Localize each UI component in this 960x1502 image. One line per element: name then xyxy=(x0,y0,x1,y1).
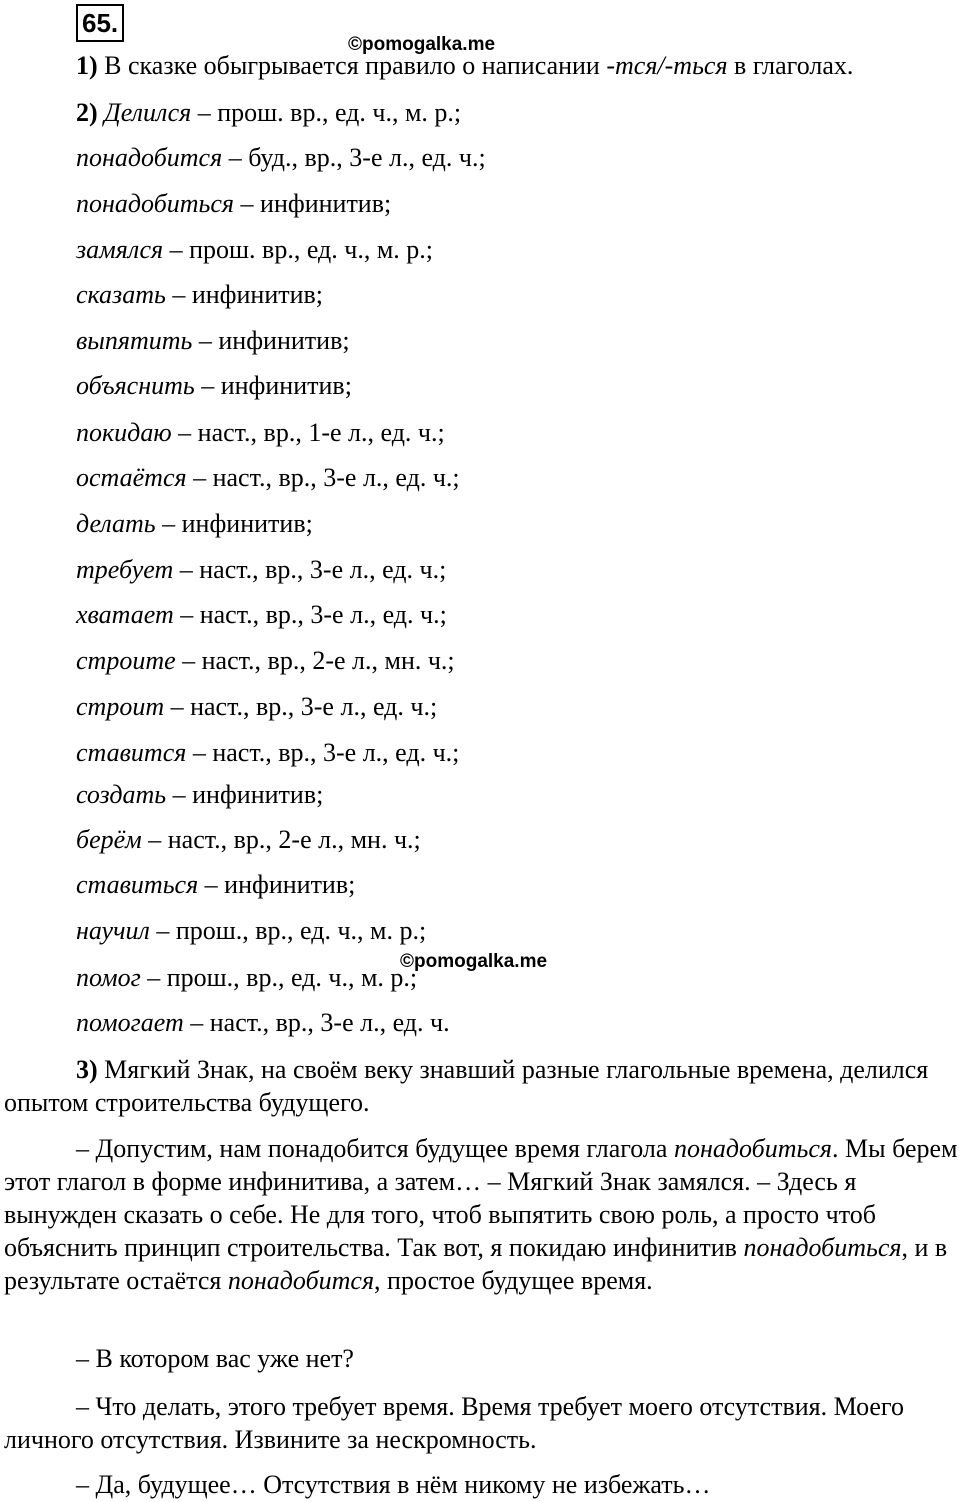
verb-desc: – инфинитив; xyxy=(166,780,324,809)
verb-desc: – инфинитив; xyxy=(192,326,350,355)
verb-desc: – наст., вр., 3-е л., ед. ч. xyxy=(183,1008,450,1037)
verb-word: берём xyxy=(76,825,142,854)
verb-line xyxy=(76,142,486,174)
verb-line xyxy=(76,962,417,994)
verb-word: ставится xyxy=(76,738,187,767)
point-3-text: Мягкий Знак, на своём веку знавший разные глагольные времена, делился опытом строительства будущего. xyxy=(4,1055,929,1117)
point-3-paragraph xyxy=(4,1053,958,1119)
verb-desc: – наст., вр., 3-е л., ед. ч.; xyxy=(186,738,460,767)
verb-line xyxy=(76,97,461,129)
verb-word: хватает xyxy=(76,600,174,629)
verb-desc: – прош., вр., ед. ч., м. р.; xyxy=(149,916,427,945)
watermark-top: ©pomogalka.me xyxy=(348,34,496,55)
verb-desc: – наст., вр., 2-е л., мн. ч.; xyxy=(141,825,421,854)
verb-line xyxy=(76,554,446,586)
point-1-line xyxy=(76,50,853,82)
verb-line xyxy=(76,462,460,494)
point-3-number: 3) xyxy=(76,1055,98,1084)
verb-desc: – наст., вр., 3-е л., ед. ч.; xyxy=(164,692,438,721)
verb-desc: – инфинитив; xyxy=(234,189,392,218)
verb-line xyxy=(76,824,421,856)
verb-line xyxy=(76,779,323,811)
verb-desc: – прош. вр., ед. ч., м. р.; xyxy=(163,235,433,264)
verb-word: ставиться xyxy=(76,870,199,899)
exercise-number: 65. xyxy=(76,4,124,42)
verb-word: покидаю xyxy=(76,418,172,447)
dialogue-paragraph-1 xyxy=(4,1132,958,1297)
watermark-middle: ©pomogalka.me xyxy=(400,951,548,972)
verb-desc: – наст., вр., 3-е л., ед. ч.; xyxy=(186,463,460,492)
verb-word: остаётся xyxy=(76,463,187,492)
dialogue-1-part-c: , и в результате остаётся xyxy=(4,1233,948,1295)
verb-word: делать xyxy=(76,509,156,538)
verb-word: Делился xyxy=(104,98,192,127)
verb-line xyxy=(76,915,426,947)
verb-word: сказать xyxy=(76,280,166,309)
verb-word: требует xyxy=(76,555,174,584)
dialogue-1-italic-b: понадобиться xyxy=(743,1233,902,1262)
point-1-text-before: В сказке обыгрывается правило о написании xyxy=(97,51,607,80)
verb-desc: – наст., вр., 3-е л., ед. ч.; xyxy=(173,555,447,584)
dialogue-1-part-b: . Мы берем этот глагол в форме инфинитива, а затем… – Мягкий Знак замялся. – Здесь я вынужден сказать о себе. Не для того, чтоб выпятить свою роль, а просто чтоб объяснить принцип строительства. Так вот, я покидаю инфинитив xyxy=(4,1134,958,1262)
verb-desc: – наст., вр., 2-е л., мн. ч.; xyxy=(175,646,455,675)
verb-line xyxy=(76,417,445,449)
verb-desc: – прош., вр., ед. ч., м. р.; xyxy=(140,963,418,992)
dialogue-paragraph-2: – В котором вас уже нет? xyxy=(76,1344,354,1373)
verb-desc: – инфинитив; xyxy=(198,870,356,899)
verb-word: строите xyxy=(76,646,176,675)
verb-word: объяснить xyxy=(76,371,195,400)
point-2-number: 2) xyxy=(76,98,98,127)
verb-desc: – инфинитив; xyxy=(165,280,324,309)
verb-desc: – наст., вр., 1-е л., ед. ч.; xyxy=(171,418,445,447)
verb-line xyxy=(76,508,313,540)
verb-line xyxy=(76,691,437,723)
point-1-number: 1) xyxy=(76,51,98,80)
verb-desc: – буд., вр., 3-е л., ед. ч.; xyxy=(222,143,486,172)
verb-desc: – наст., вр., 3-е л., ед. ч.; xyxy=(173,600,447,629)
verb-word: строит xyxy=(76,692,165,721)
point-1-rule: -тся/-ться xyxy=(606,51,728,80)
verb-line xyxy=(76,1007,450,1039)
dialogue-1-part-a: – Допустим, нам понадобится будущее время глагола xyxy=(76,1134,674,1163)
verb-line xyxy=(76,737,459,769)
dialogue-paragraph-3: – Что делать, этого требует время. Время требует моего отсутствия. Моего личного отсутствия. Извините за нескромность. xyxy=(4,1392,904,1454)
verb-line xyxy=(76,599,447,631)
verb-desc: – инфинитив; xyxy=(194,371,352,400)
verb-desc: – прош. вр., ед. ч., м. р.; xyxy=(191,98,462,127)
verb-word: помог xyxy=(76,963,141,992)
verb-line xyxy=(76,234,433,266)
verb-line xyxy=(76,325,350,357)
verb-desc: – инфинитив; xyxy=(155,509,313,538)
dialogue-1-part-d: , простое будущее время. xyxy=(374,1266,653,1295)
verb-line xyxy=(76,645,455,677)
dialogue-1-italic-a: понадобиться xyxy=(673,1134,832,1163)
verb-word: выпятить xyxy=(76,326,193,355)
verb-line xyxy=(76,188,391,220)
verb-word: помогает xyxy=(76,1008,184,1037)
dialogue-paragraph-4: – Да, будущее… Отсутствия в нём никому не избежать… xyxy=(76,1470,711,1499)
dialogue-1-italic-c: понадобится xyxy=(227,1266,375,1295)
verb-word: научил xyxy=(76,916,150,945)
verb-line xyxy=(76,370,352,402)
verb-line xyxy=(76,279,323,311)
verb-word: замялся xyxy=(76,235,164,264)
point-1-text-after: в глаголах. xyxy=(727,51,854,80)
verb-word: понадобится xyxy=(76,143,223,172)
verb-line xyxy=(76,869,355,901)
verb-word: понадобиться xyxy=(76,189,235,218)
verb-word: создать xyxy=(76,780,167,809)
